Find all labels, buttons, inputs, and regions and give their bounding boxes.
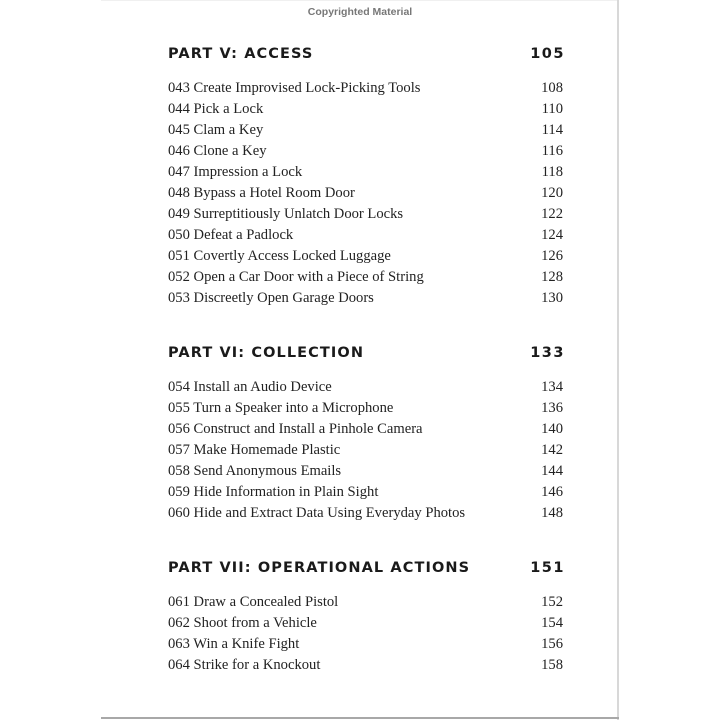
entry-title: 054 Install an Audio Device: [168, 379, 332, 395]
toc-entry: [168, 592, 563, 613]
toc-entry: [168, 613, 563, 634]
entry-title: 043 Create Improvised Lock-Picking Tools: [168, 80, 421, 96]
toc-entry: [168, 204, 563, 225]
toc-entry: [168, 141, 563, 162]
part-heading: [168, 342, 563, 364]
entry-title: 056 Construct and Install a Pinhole Camera: [168, 421, 423, 437]
entry-page-number: 146: [541, 484, 563, 500]
entry-title: 045 Clam a Key: [168, 122, 264, 138]
toc-entry: [168, 183, 563, 204]
entry-title: 048 Bypass a Hotel Room Door: [168, 185, 355, 201]
toc-entry: [168, 634, 563, 655]
entry-page-number: 110: [541, 101, 563, 117]
toc-entry: [168, 99, 563, 120]
entry-page-number: 136: [541, 400, 563, 416]
toc-entry: [168, 78, 563, 99]
toc-entry: [168, 461, 563, 482]
entry-title: 051 Covertly Access Locked Luggage: [168, 248, 391, 264]
entry-title: 049 Surreptitiously Unlatch Door Locks: [168, 206, 404, 222]
entry-page-number: 142: [541, 442, 563, 458]
entry-page-number: 114: [541, 122, 563, 138]
part-access: [168, 43, 563, 309]
toc-entry: [168, 482, 563, 503]
toc-entry: [168, 419, 563, 440]
toc-entry: [168, 377, 563, 398]
entry-page-number: 116: [541, 143, 563, 159]
toc-entry: [168, 225, 563, 246]
entry-title: 064 Strike for a Knockout: [168, 657, 321, 673]
toc-entry: [168, 246, 563, 267]
page-edge-right: [617, 0, 619, 720]
page-edge-bottom: [101, 717, 619, 719]
entry-title: 047 Impression a Lock: [168, 164, 303, 180]
entry-page-number: 148: [541, 505, 563, 521]
entry-title: 060 Hide and Extract Data Using Everyday Photos: [168, 505, 466, 521]
part-page-number: 151: [530, 560, 565, 576]
part-page-number: 105: [530, 46, 565, 62]
entry-title: 059 Hide Information in Plain Sight: [168, 484, 379, 500]
toc-entry: [168, 503, 563, 524]
entry-title: 052 Open a Car Door with a Piece of String: [168, 269, 424, 285]
entry-page-number: 134: [541, 379, 563, 395]
entry-title: 063 Win a Knife Fight: [168, 636, 300, 652]
entry-title: 044 Pick a Lock: [168, 101, 264, 117]
entry-page-number: 108: [541, 80, 563, 96]
entry-page-number: 156: [541, 636, 563, 652]
entry-page-number: 158: [541, 657, 563, 673]
entry-page-number: 128: [541, 269, 563, 285]
toc-entry: [168, 162, 563, 183]
toc-entry: [168, 288, 563, 309]
entry-list: [168, 592, 563, 676]
entry-title: 062 Shoot from a Vehicle: [168, 615, 317, 631]
entry-page-number: 130: [541, 290, 563, 306]
entry-page-number: 126: [541, 248, 563, 264]
entry-title: 053 Discreetly Open Garage Doors: [168, 290, 374, 306]
part-title: PART VII: OPERATIONAL ACTIONS: [168, 560, 471, 576]
part-collection: [168, 342, 563, 524]
toc-entry: [168, 267, 563, 288]
entry-page-number: 122: [541, 206, 563, 222]
entry-list: [168, 377, 563, 524]
entry-page-number: 124: [541, 227, 563, 243]
part-heading: [168, 557, 563, 579]
part-page-number: 133: [530, 345, 565, 361]
entry-page-number: 140: [541, 421, 563, 437]
entry-page-number: 118: [541, 164, 563, 180]
toc-entry: [168, 655, 563, 676]
entry-page-number: 120: [541, 185, 563, 201]
part-title: PART VI: COLLECTION: [168, 345, 365, 361]
part-heading: [168, 43, 563, 65]
toc-entry: [168, 440, 563, 461]
toc-entry: [168, 120, 563, 141]
page-edge-top: [101, 0, 617, 1]
copyright-watermark: Copyrighted Material: [307, 6, 413, 18]
entry-title: 061 Draw a Concealed Pistol: [168, 594, 339, 610]
entry-title: 055 Turn a Speaker into a Microphone: [168, 400, 394, 416]
entry-page-number: 154: [541, 615, 563, 631]
entry-page-number: 152: [541, 594, 563, 610]
entry-page-number: 144: [541, 463, 563, 479]
entry-title: 058 Send Anonymous Emails: [168, 463, 342, 479]
toc-entry: [168, 398, 563, 419]
entry-list: [168, 78, 563, 309]
part-operational-actions: [168, 557, 563, 676]
entry-title: 057 Make Homemade Plastic: [168, 442, 341, 458]
entry-title: 046 Clone a Key: [168, 143, 267, 159]
entry-title: 050 Defeat a Padlock: [168, 227, 294, 243]
part-title: PART V: ACCESS: [168, 46, 314, 62]
